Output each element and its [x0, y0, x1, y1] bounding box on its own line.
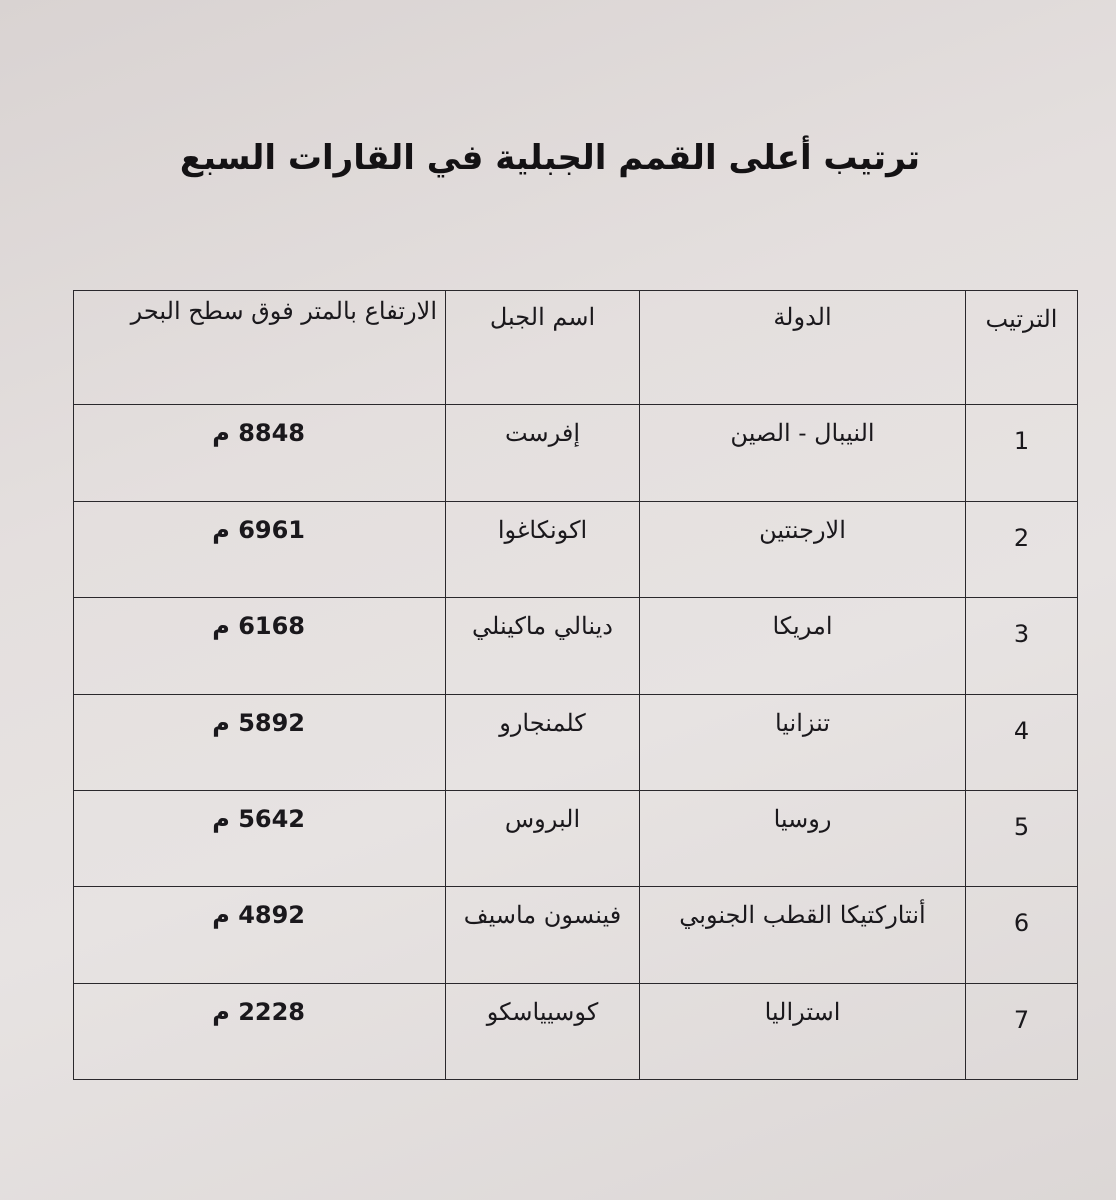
cell-height: 6168 م: [74, 598, 446, 694]
table-row: [74, 887, 1078, 983]
header-height: الارتفاع بالمتر فوق سطح البحر: [74, 291, 446, 405]
cell-rank: 1: [966, 405, 1078, 501]
cell-country: تنزانيا: [640, 694, 966, 790]
cell-mountain: كوسيياسكو: [446, 983, 640, 1079]
cell-country: الارجنتين: [640, 501, 966, 597]
cell-country: روسيا: [640, 790, 966, 886]
document-title: ترتيب أعلى القمم الجبلية في القارات السبع: [179, 138, 920, 178]
table-row: [74, 501, 1078, 597]
cell-height: 5892 م: [74, 694, 446, 790]
cell-height: 5642 م: [74, 790, 446, 886]
cell-country: أنتاركتيكا القطب الجنوبي: [640, 887, 966, 983]
cell-height: 4892 م: [74, 887, 446, 983]
table-header-row: [74, 291, 1078, 405]
cell-height: 2228 م: [74, 983, 446, 1079]
cell-height: 8848 م: [74, 405, 446, 501]
cell-rank: 2: [966, 501, 1078, 597]
cell-country: النيبال - الصين: [640, 405, 966, 501]
cell-mountain: إفرست: [446, 405, 640, 501]
cell-rank: 3: [966, 598, 1078, 694]
table-row: [74, 598, 1078, 694]
table-row: [74, 405, 1078, 501]
table-row: [74, 983, 1078, 1079]
cell-mountain: البروس: [446, 790, 640, 886]
cell-height: 6961 م: [74, 501, 446, 597]
cell-rank: 6: [966, 887, 1078, 983]
cell-country: امريكا: [640, 598, 966, 694]
header-rank: الترتيب: [966, 291, 1078, 405]
table-row: [74, 694, 1078, 790]
cell-mountain: كلمنجارو: [446, 694, 640, 790]
cell-rank: 5: [966, 790, 1078, 886]
header-country: الدولة: [640, 291, 966, 405]
cell-rank: 4: [966, 694, 1078, 790]
table-row: [74, 790, 1078, 886]
cell-mountain: دينالي ماكينلي: [446, 598, 640, 694]
cell-rank: 7: [966, 983, 1078, 1079]
mountain-peaks-table: [73, 290, 1078, 1080]
cell-country: استراليا: [640, 983, 966, 1079]
header-mountain: اسم الجبل: [446, 291, 640, 405]
cell-mountain: فينسون ماسيف: [446, 887, 640, 983]
cell-mountain: اكونكاغوا: [446, 501, 640, 597]
